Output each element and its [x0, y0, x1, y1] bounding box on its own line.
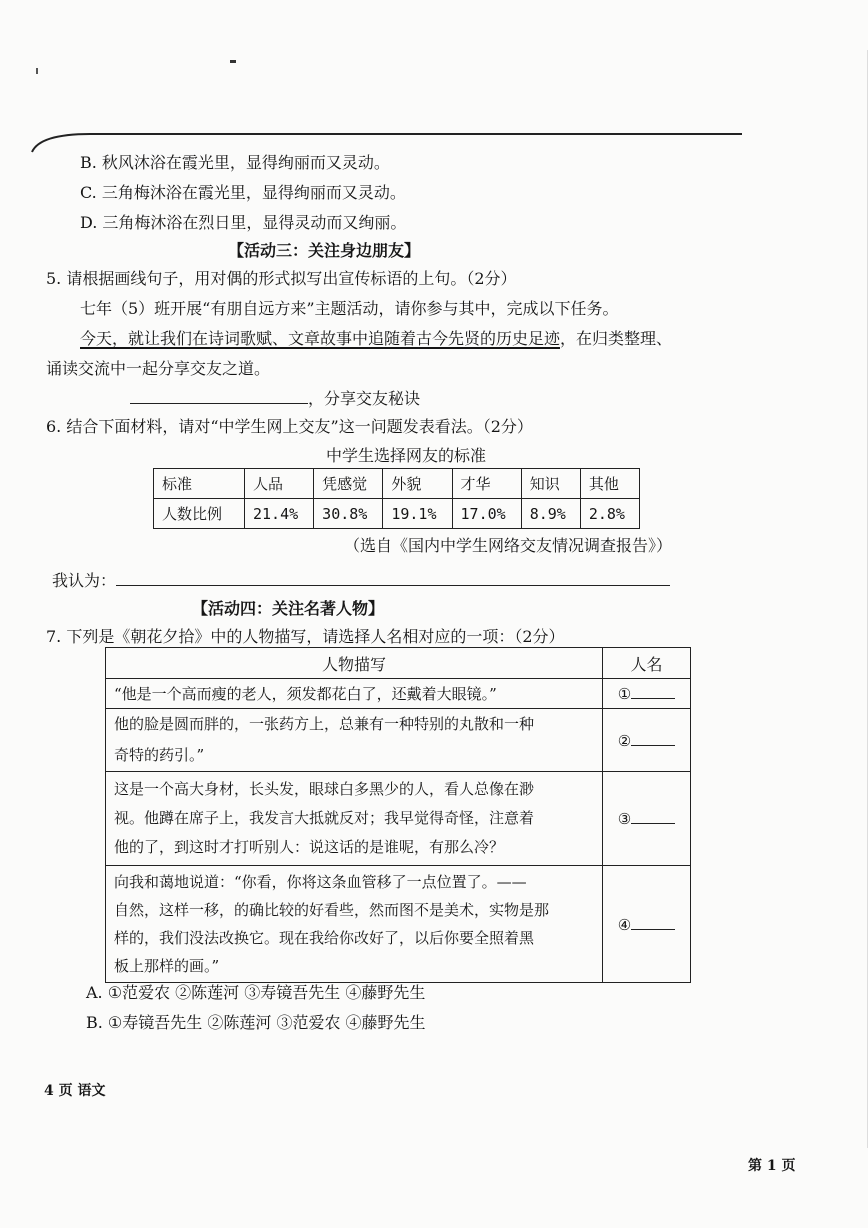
description-cell — [106, 866, 603, 983]
q6-source: （选自《国内中学生网络交友情况调查报告》） — [344, 536, 673, 555]
q7-prompt: 7. 下列是《朝花夕拾》中的人物描写，请选择人名相对应的一项：（2分） — [46, 627, 565, 646]
q6-answer-line — [52, 568, 670, 591]
table-cell: 8.9% — [521, 499, 580, 529]
table-cell: 人数比例 — [154, 499, 245, 529]
q7-character-table — [105, 647, 691, 983]
table-cell: 17.0% — [452, 499, 521, 529]
scan-mark — [36, 68, 38, 74]
table-cell: 标准 — [154, 469, 245, 499]
option-c: C. 三角梅沐浴在霞光里，显得绚丽而又灵动。 — [80, 183, 406, 202]
table-cell: 人品 — [245, 469, 314, 499]
table-cell: 凭感觉 — [314, 469, 383, 499]
table-cell: 19.1% — [383, 499, 452, 529]
name-blank[interactable] — [631, 731, 675, 746]
name-blank[interactable] — [631, 809, 675, 824]
option-b: B. 秋风沐浴在霞光里，显得绚丽而又灵动。 — [80, 153, 390, 172]
table-cell: 外貌 — [383, 469, 452, 499]
description-line: “他是一个高而瘦的老人，须发都花白了，还戴着大眼镜。” — [114, 684, 497, 703]
q5-prompt: 5. 请根据画线句子，用对偶的形式拟写出宣传标语的上句。（2分） — [46, 269, 517, 288]
description-line: 视。他蹲在席子上，我发言大抵就反对；我早觉得奇怪，注意着 — [114, 809, 535, 827]
table-row — [106, 679, 691, 709]
q5-underlined-sentence: 今天，就让我们在诗词歌赋、文章故事中追随着古今先贤的历史足迹 — [80, 329, 561, 348]
table-cell: 其他 — [580, 469, 639, 499]
col-header-description: 人物描写 — [106, 648, 603, 679]
name-blank[interactable] — [631, 915, 675, 930]
name-cell — [603, 709, 691, 772]
description-line: 他的脸是圆而胖的，一张药方上，总兼有一种特别的丸散和一种 — [114, 715, 535, 733]
option-d: D. 三角梅沐浴在烈日里，显得灵动而又绚丽。 — [80, 213, 407, 232]
name-cell — [603, 772, 691, 866]
description-cell — [106, 772, 603, 866]
table-cell: 30.8% — [314, 499, 383, 529]
description-line: 向我和蔼地说道：“你看，你将这条血管移了一点位置了。—— — [114, 873, 527, 891]
mark: ④ — [617, 915, 632, 934]
description-line: 他的了，到这时才打听别人：说这话的是谁呢，有那么冷？ — [114, 838, 505, 856]
activity3-heading: 【活动三：关注身边朋友】 — [228, 241, 421, 260]
description-line: 这是一个高大身材，长头发，眼球白多黑少的人，看人总像在渺 — [114, 780, 535, 798]
q5-line2: 诵读交流中一起分享交友之道。 — [46, 359, 271, 378]
col-header-name: 人名 — [603, 648, 691, 679]
q5-sentence — [80, 326, 672, 349]
q5-answer-blank[interactable] — [130, 387, 308, 404]
table-row — [106, 648, 691, 679]
name-cell — [603, 679, 691, 709]
table-cell: 知识 — [521, 469, 580, 499]
table-row — [154, 469, 640, 499]
q6-answer-blank[interactable] — [116, 569, 670, 586]
q5-sentence-rest: ，在归类整理、 — [560, 329, 673, 348]
table-row — [106, 709, 691, 772]
scan-mark — [230, 60, 236, 63]
description-line: 奇特的药引。” — [114, 746, 205, 764]
footer-left: 4 页 语文 — [44, 1083, 106, 1099]
activity4-heading: 【活动四：关注名著人物】 — [192, 599, 385, 618]
name-blank[interactable] — [631, 684, 675, 699]
description-line: 自然，这样一移，的确比较的好看些，然而图不是美术，实物是那 — [114, 901, 550, 919]
name-cell — [603, 866, 691, 983]
table-cell: 才华 — [452, 469, 521, 499]
q5-answer-suffix: ，分享交友秘诀 — [308, 389, 421, 408]
table-cell: 2.8% — [580, 499, 639, 529]
table-cell: 21.4% — [245, 499, 314, 529]
table-row — [106, 772, 691, 866]
footer-right: 第 1 页 — [748, 1158, 796, 1174]
description-line: 板上那样的画。” — [114, 957, 220, 975]
q5-intro: 七年（5）班开展“有朋自远方来”主题活动，请你参与其中，完成以下任务。 — [80, 299, 619, 318]
table-row — [106, 866, 691, 983]
mark: ③ — [617, 810, 632, 828]
q5-answer-line — [130, 386, 420, 409]
description-cell — [106, 679, 603, 709]
description-line: 样的，我们没法改换它。现在我给你改好了，以后你要全照着黑 — [114, 929, 535, 947]
mark: ② — [617, 731, 632, 750]
mark: ① — [617, 685, 632, 703]
q6-prompt: 6. 结合下面材料，请对“中学生网上交友”这一问题发表看法。（2分） — [46, 417, 533, 436]
q7-choice-a[interactable]: A. ①范爱农 ②陈莲河 ③寿镜吾先生 ④藤野先生 — [86, 983, 426, 1002]
description-cell — [106, 709, 603, 772]
q6-data-table — [153, 468, 640, 529]
q7-choice-b[interactable]: B. ①寿镜吾先生 ②陈莲河 ③范爱农 ④藤野先生 — [86, 1013, 426, 1032]
q6-table-title: 中学生选择网友的标准 — [326, 446, 487, 465]
table-row — [154, 499, 640, 529]
q6-answer-label: 我认为： — [52, 571, 117, 590]
